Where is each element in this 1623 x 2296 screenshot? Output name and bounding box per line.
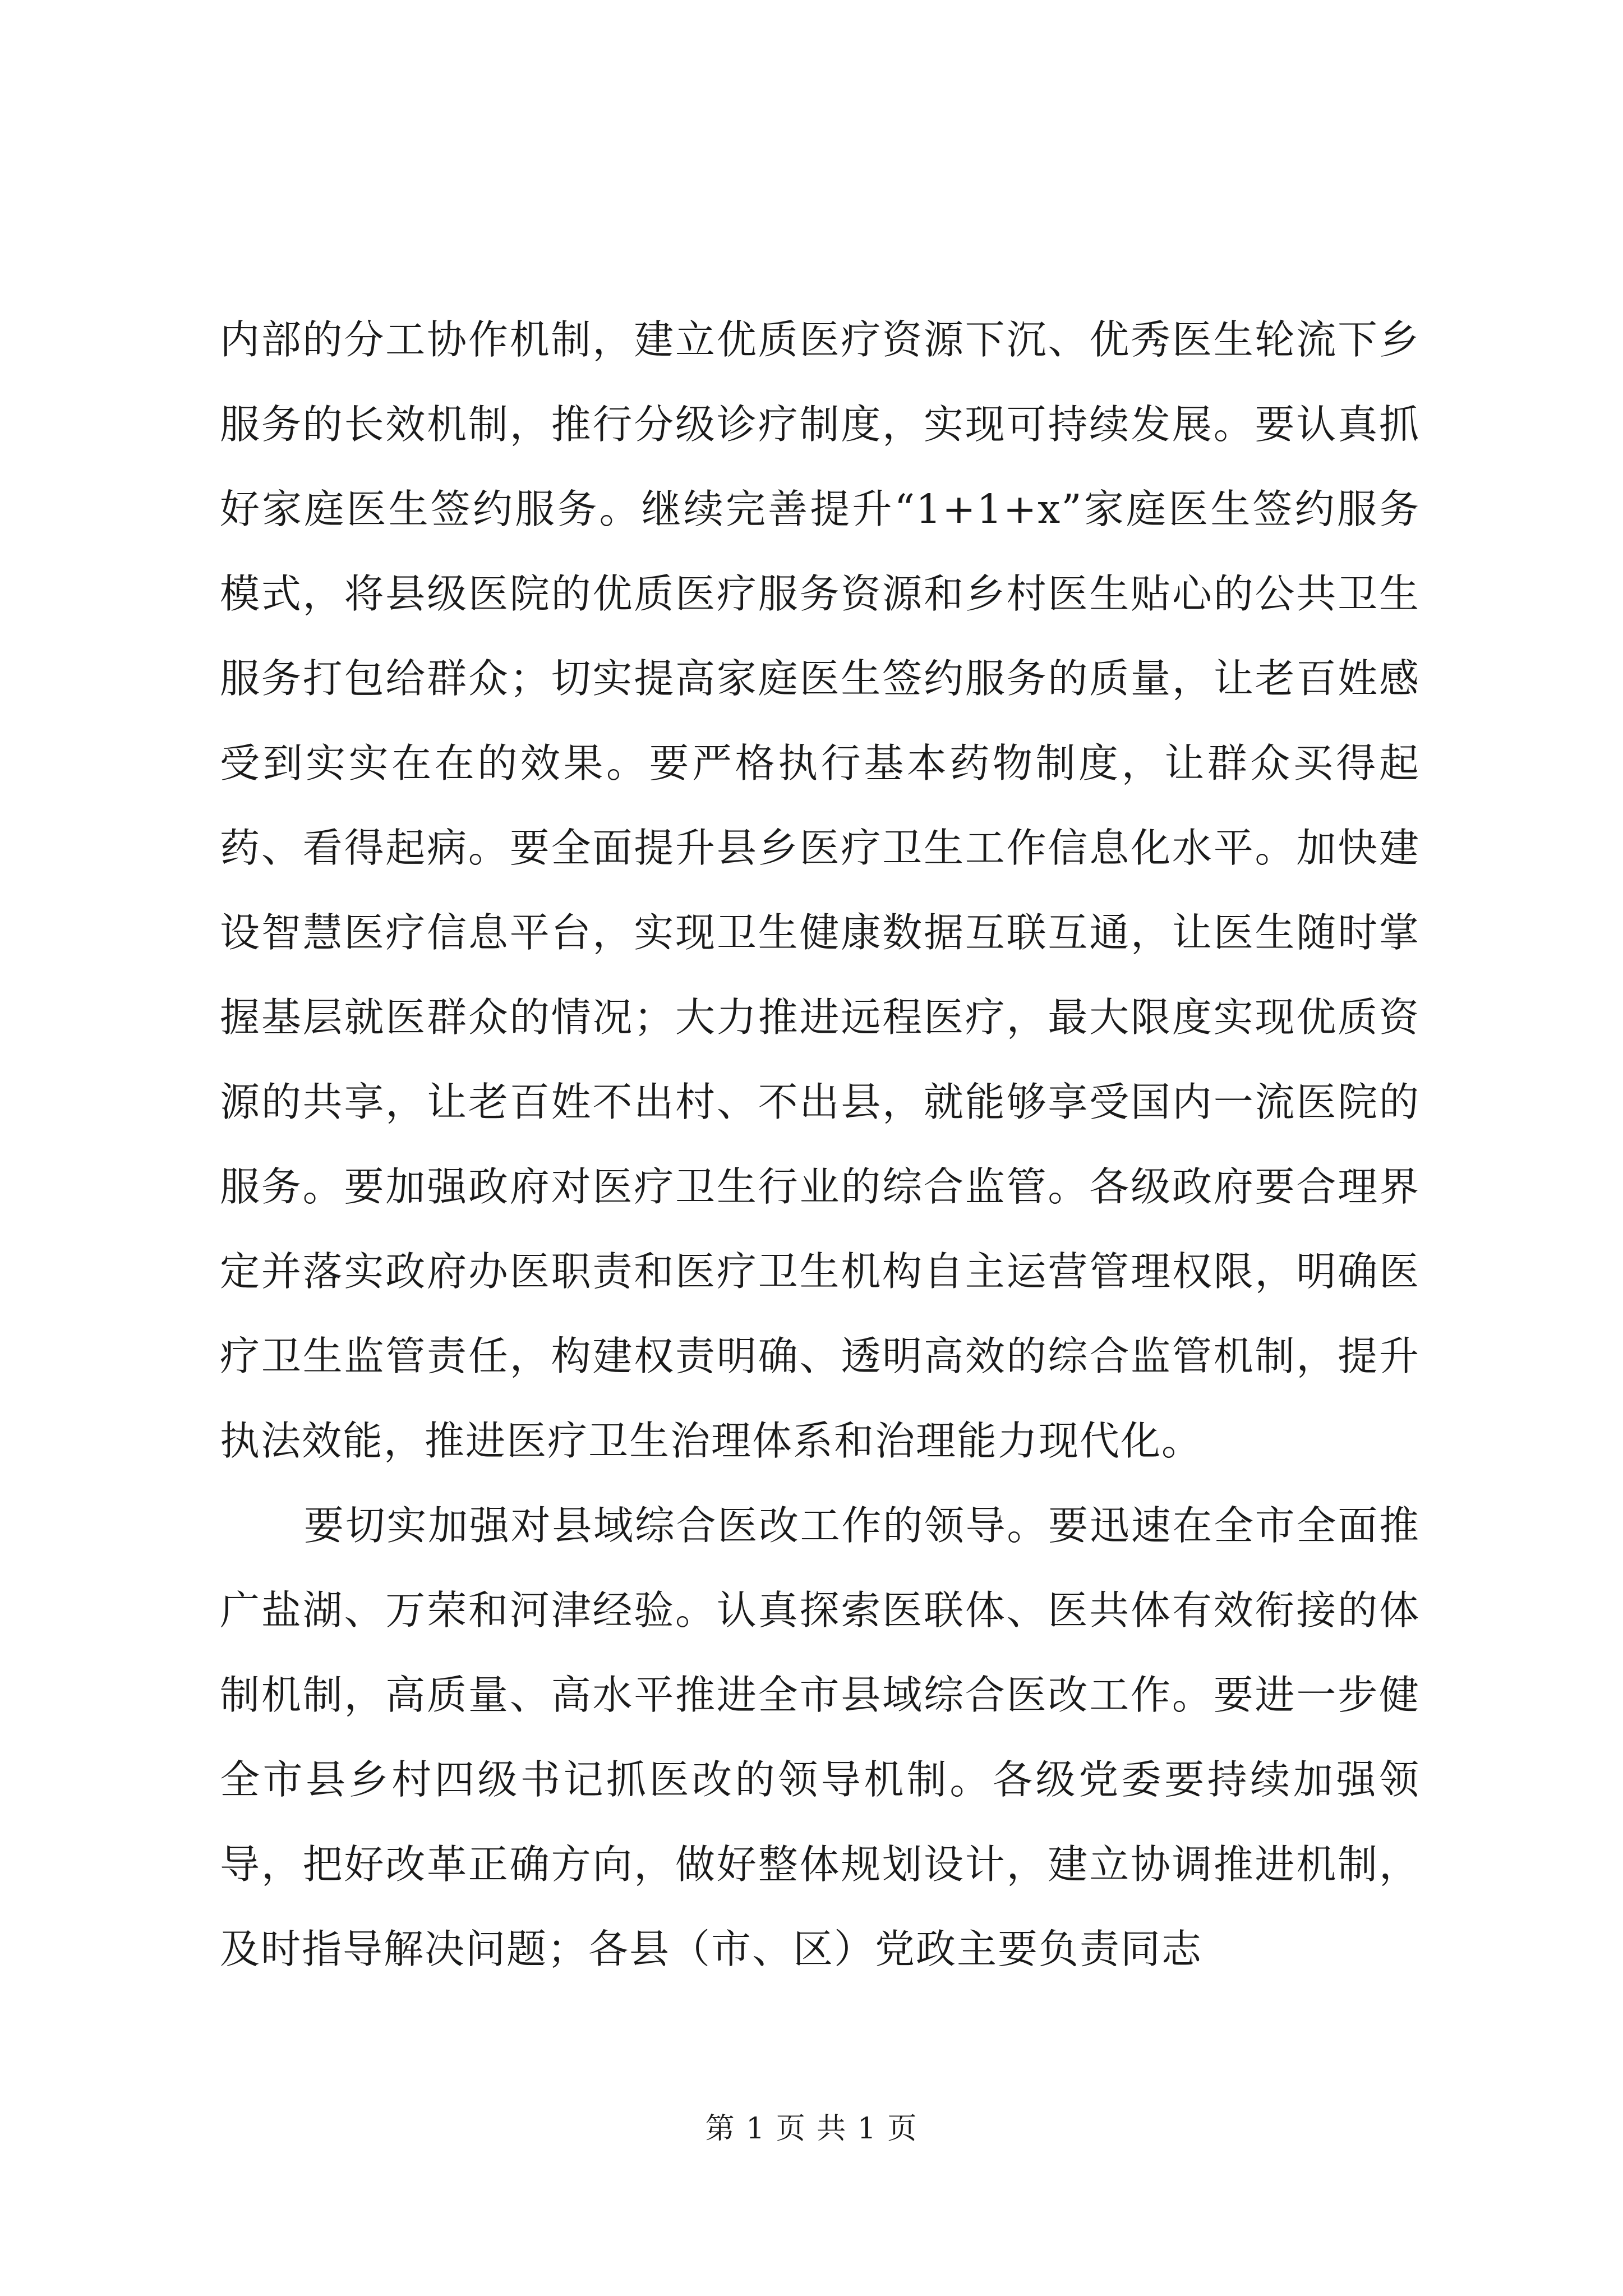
page-footer: 第 1 页 共 1 页	[705, 2112, 918, 2146]
paragraph-1: 内部的分工协作机制，建立优质医疗资源下沉、优秀医生轮流下乡服务的长效机制，推行分级诊疗制度，实现可持续发展。要认真抓好家庭医生签约服务。继续完善提升“1+1+x”家庭医生签约服务模式，将县级医院的优质医疗服务资源和乡村医生贴心的公共卫生服务打包给群众；切实提高家庭医生签约服务的质量，让老百姓感受到实实在在的效果。要严格执行基本药物制度，让群众买得起药、看得起病。要全面提升县乡医疗卫生工作信息化水平。加快建设智慧医疗信息平台，实现卫生健康数据互联互通，让医生随时掌握基层就医群众的情况；大力推进远程医疗，最大限度实现优质资源的共享，让老百姓不出村、不出县，就能够享受国内一流医院的服务。要加强政府对医疗卫生行业的综合监管。各级政府要合理界定并落实政府办医职责和医疗卫生机构自主运营管理权限，明确医疗卫生监管责任，构建权责明确、透明高效的综合监管机制，提升执法效能，推进医疗卫生治理体系和治理能力现代化。	[220, 316, 1420, 1464]
paragraph-2: 要切实加强对县域综合医改工作的领导。要迅速在全市全面推广盐湖、万荣和河津经验。认真探索医联体、医共体有效衔接的体制机制，高质量、高水平推进全市县域综合医改工作。要进一步健全市县乡村四级书记抓医改的领导机制。各级党委要持续加强领导，把好改革正确方向，做好整体规划设计，建立协调推进机制，及时指导解决问题；各县（市、区）党政主要负责同志	[220, 1502, 1420, 1972]
document-body	[220, 297, 1420, 1991]
